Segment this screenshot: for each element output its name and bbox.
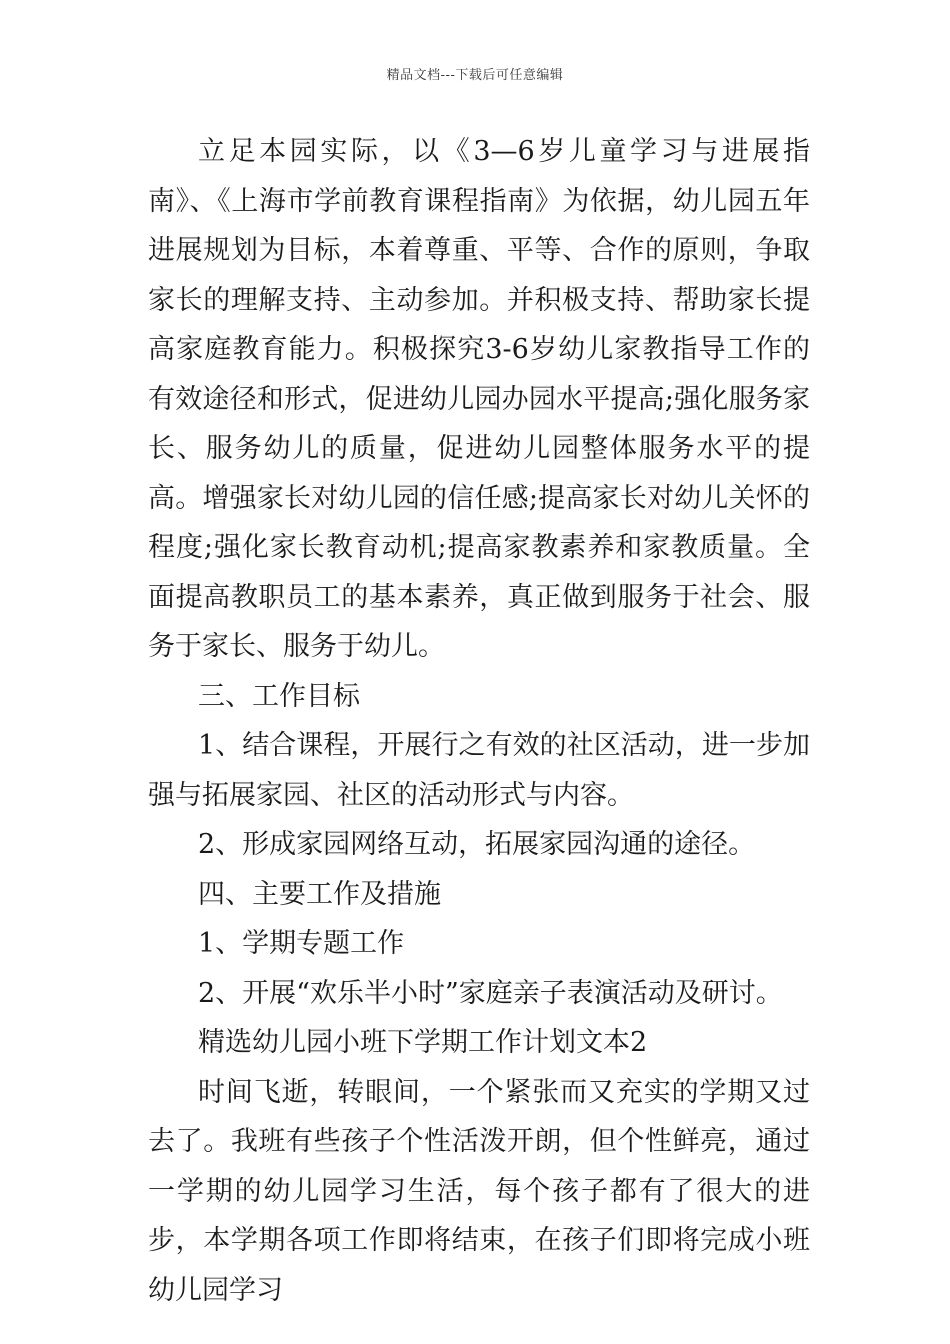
section-heading-goals: 三、工作目标: [198, 680, 360, 712]
intro-paragraph: 立足本园实际，以《3—6岁儿童学习与进展指南》、《上海市学前教育课程指南》为依据，幼儿园五年进展规划为目标，本着尊重、平等、合作的原则，争取家长的理解支持、主动参加。并积极支持、帮助家长提高家庭教育能力。积极探究3-6岁幼儿家教指导工作的有效途径和形式，促进幼儿园办园水平提高;强化服务家长、服务幼儿的质量，促进幼儿园整体服务水平的提高。增强家长对幼儿园的信任感;提高家长对幼儿关怀的程度;强化家长教育动机;提高家教素养和家教质量。全面提高教职员工的基本素养，真正做到服务于社会、服务于家长、服务于幼儿。: [148, 136, 810, 662]
measure-item-2: 2、开展“欢乐半小时”家庭亲子表演活动及研讨。: [198, 977, 783, 1009]
measure-item-1: 1、学期专题工作: [198, 928, 405, 959]
closing-paragraph: 时间飞逝，转眼间，一个紧张而又充实的学期又过去了。我班有些孩子个性活泼开朗，但个性鲜亮，通过一学期的幼儿园学习生活，每个孩子都有了很大的进步，本学期各项工作即将结束，在孩子们即将完成小班幼儿园学习: [148, 1076, 810, 1306]
section-heading-measures: 四、主要工作及措施: [198, 878, 441, 910]
document-body: [148, 127, 810, 1315]
page-header: 精品文档---下载后可任意编辑: [386, 68, 564, 83]
goal-item-1: 1、结合课程，开展行之有效的社区活动，进一步加强与拓展家园、社区的活动形式与内容。: [148, 730, 810, 811]
document-title-2: 精选幼儿园小班下学期工作计划文本2: [198, 1027, 648, 1058]
goal-item-2: 2、形成家园网络互动，拓展家园沟通的途径。: [198, 829, 756, 860]
